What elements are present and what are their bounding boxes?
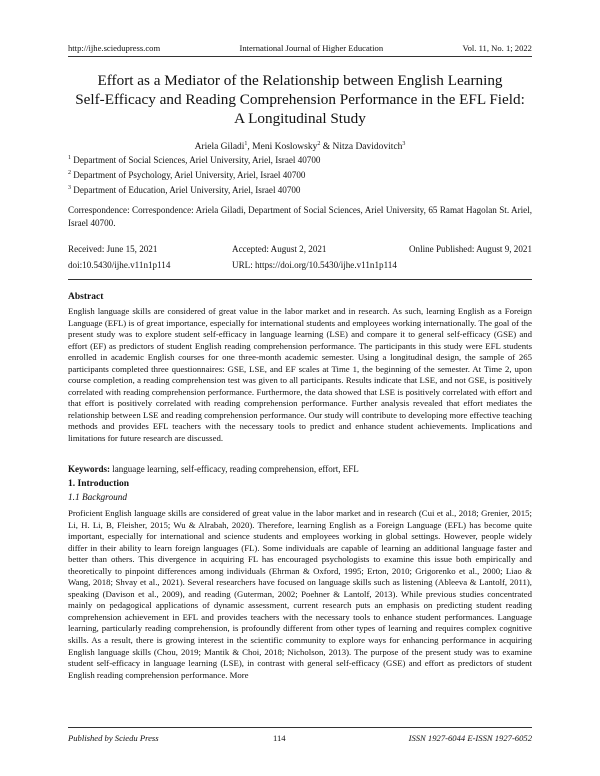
header-rule bbox=[68, 56, 532, 57]
author-name: Meni Koslowsky bbox=[252, 142, 318, 152]
keywords-list: language learning, self-efficacy, reading comprehension, effort, EFL bbox=[112, 464, 359, 474]
affiliation bbox=[68, 155, 320, 165]
journal-name: International Journal of Higher Education bbox=[239, 43, 384, 53]
correspondence: Correspondence: Correspondence: Ariela Giladi, Department of Social Sciences, Ariel University, 65 Ramat Hagolan St. Ariel, Israel 40700. bbox=[68, 205, 532, 228]
affiliation-number: 2 bbox=[68, 169, 71, 176]
author-affiliation-mark: 2 bbox=[317, 140, 321, 147]
affiliation-text: Department of Psychology, Ariel University, Ariel, Israel 40700 bbox=[73, 170, 306, 180]
subsection-heading: 1.1 Background bbox=[68, 493, 128, 503]
author-name: Nitza Davidovitch bbox=[332, 142, 403, 152]
doi-row bbox=[68, 260, 532, 270]
doi-rule bbox=[68, 279, 532, 280]
journal-url[interactable]: http://ijhe.sciedupress.com bbox=[68, 43, 161, 53]
abstract-text: English language skills are considered of great value in the labor market and in research. As such, learning English as a Foreign Language (EFL) is of great importance, especially for international students and employees working internationally. The goal of the present study was to explore student self-efficacy in language learning (LSE) and compare it to general self-efficacy (GSE) and effort (EF) as predictors of student English reading comprehension performance. The participants in this study were EFL students enrolled in academic English courses for one three-month academic semester. Using a longitudinal design, the sample of 265 participants completed three questionnaires: GSE, LSE, and EF scales at Time 1, the beginning of the semester. At Time 2, upon course completion, a reading comprehension test was given to all participants. Results indicate that LSE, and not GSE, is positively correlated with reading comprehension performance. Furthermore, the data showed that LSE is positively correlated with effort and that effort is positively correlated with reading comprehension performance. Further analysis revealed that effort mediates the relationship between LSE and reading comprehension performance. Our study will contribute to developing more effective teaching methods and provides EFL teachers with the necessary tools to predict and enhance student achievements. Implications and limitations for future research are discussed. bbox=[68, 306, 532, 444]
date-row bbox=[68, 244, 532, 254]
affiliation-text: Department of Social Sciences, Ariel University, Ariel, Israel 40700 bbox=[73, 155, 321, 165]
footer-rule bbox=[68, 727, 532, 728]
author-affiliation-mark: 1 bbox=[244, 140, 248, 147]
affiliation-text: Department of Education, Ariel University, Ariel, Israel 40700 bbox=[73, 185, 301, 195]
page-number: 114 bbox=[273, 733, 286, 743]
title-line: Effort as a Mediator of the Relationship between English Learning bbox=[97, 72, 503, 89]
keywords-label: Keywords: bbox=[68, 464, 110, 474]
affiliation bbox=[68, 185, 300, 195]
author-list: Ariela Giladi$^1$, Meni Koslowsky$^2$ & Nitza Davidovitch$^3$ bbox=[194, 140, 406, 152]
title-line: A Longitudinal Study bbox=[234, 110, 366, 127]
abstract-heading: Abstract bbox=[68, 292, 104, 302]
published-date: Online Published: August 9, 2021 bbox=[408, 244, 532, 254]
running-header bbox=[68, 43, 532, 53]
author-affiliation-mark: 3 bbox=[402, 140, 406, 147]
doi-url[interactable]: URL: https://doi.org/10.5430/ijhe.v11n1p114 bbox=[232, 260, 397, 270]
section-heading: 1. Introduction bbox=[68, 479, 130, 489]
affiliation-number: 3 bbox=[68, 184, 71, 191]
received-date: Received: June 15, 2021 bbox=[68, 244, 158, 254]
journal-issue: Vol. 11, No. 1; 2022 bbox=[462, 43, 532, 53]
affiliation bbox=[68, 170, 305, 180]
introduction-text: Proficient English language skills are considered of great value in the labor market and in research (Cui et al., 2018; Grenier, 2015; Li, H. Li, B, Fleisher, 2015; Wu & Alrabah, 2020). Therefore, learning English as a Foreign Language (EFL) has become quite important, especially for international and science students and employees working in global settings. However, people widely differ in their ability to learn foreign languages (FL). Some individuals are capable of learning an additional language faster and better than others. This divergence in acquiring FL has encouraged psychologists to examine this issue both empirically and theoretically to pinpoint differences among individuals (Ehrman & Oxford, 1995; Erton, 2010; Grigorenko et al., 2000; Liao & Wang, 2018; Shvay et al., 2021). Several researchers have focused on language skills such as listening (Ableeva & Lantolf, 2011), speaking (Davison et al., 2009), and reading (Guterman, 2002; Poehner & Lantolf, 2013). While previous studies concentrated mainly on pedagogical applications of dynamic assessment, current research puts an emphasis on predicting student reading comprehension achievement in EFL and provides teachers with the necessary tools to enhance student performances. Language learning, particularly reading comprehension, is profoundly different from other types of learning and requires complex cognitive skills. As a result, there is growing interest in the scientific community to explore ways for enhancing performance in acquiring English language skills (Chou, 2019; Mantik & Choi, 2018; Nicholson, 2013). The purpose of the present study was to examine student self-efficacy in language learning (LSE), in contrast with general self-efficacy (GSE) and effort as predictors of student English reading comprehension performance. More bbox=[68, 508, 532, 680]
paper-title bbox=[60, 71, 540, 128]
keywords bbox=[68, 464, 532, 474]
affiliation-number: 1 bbox=[68, 154, 71, 161]
publisher: Published by Sciedu Press bbox=[68, 733, 159, 743]
author-name: Ariela Giladi bbox=[194, 142, 245, 152]
doi[interactable]: doi:10.5430/ijhe.v11n1p114 bbox=[68, 260, 171, 270]
title-line: Self-Efficacy and Reading Comprehension Performance in the EFL Field: bbox=[75, 91, 525, 108]
accepted-date: Accepted: August 2, 2021 bbox=[232, 244, 327, 254]
issn: ISSN 1927-6044 E-ISSN 1927-6052 bbox=[408, 733, 532, 743]
